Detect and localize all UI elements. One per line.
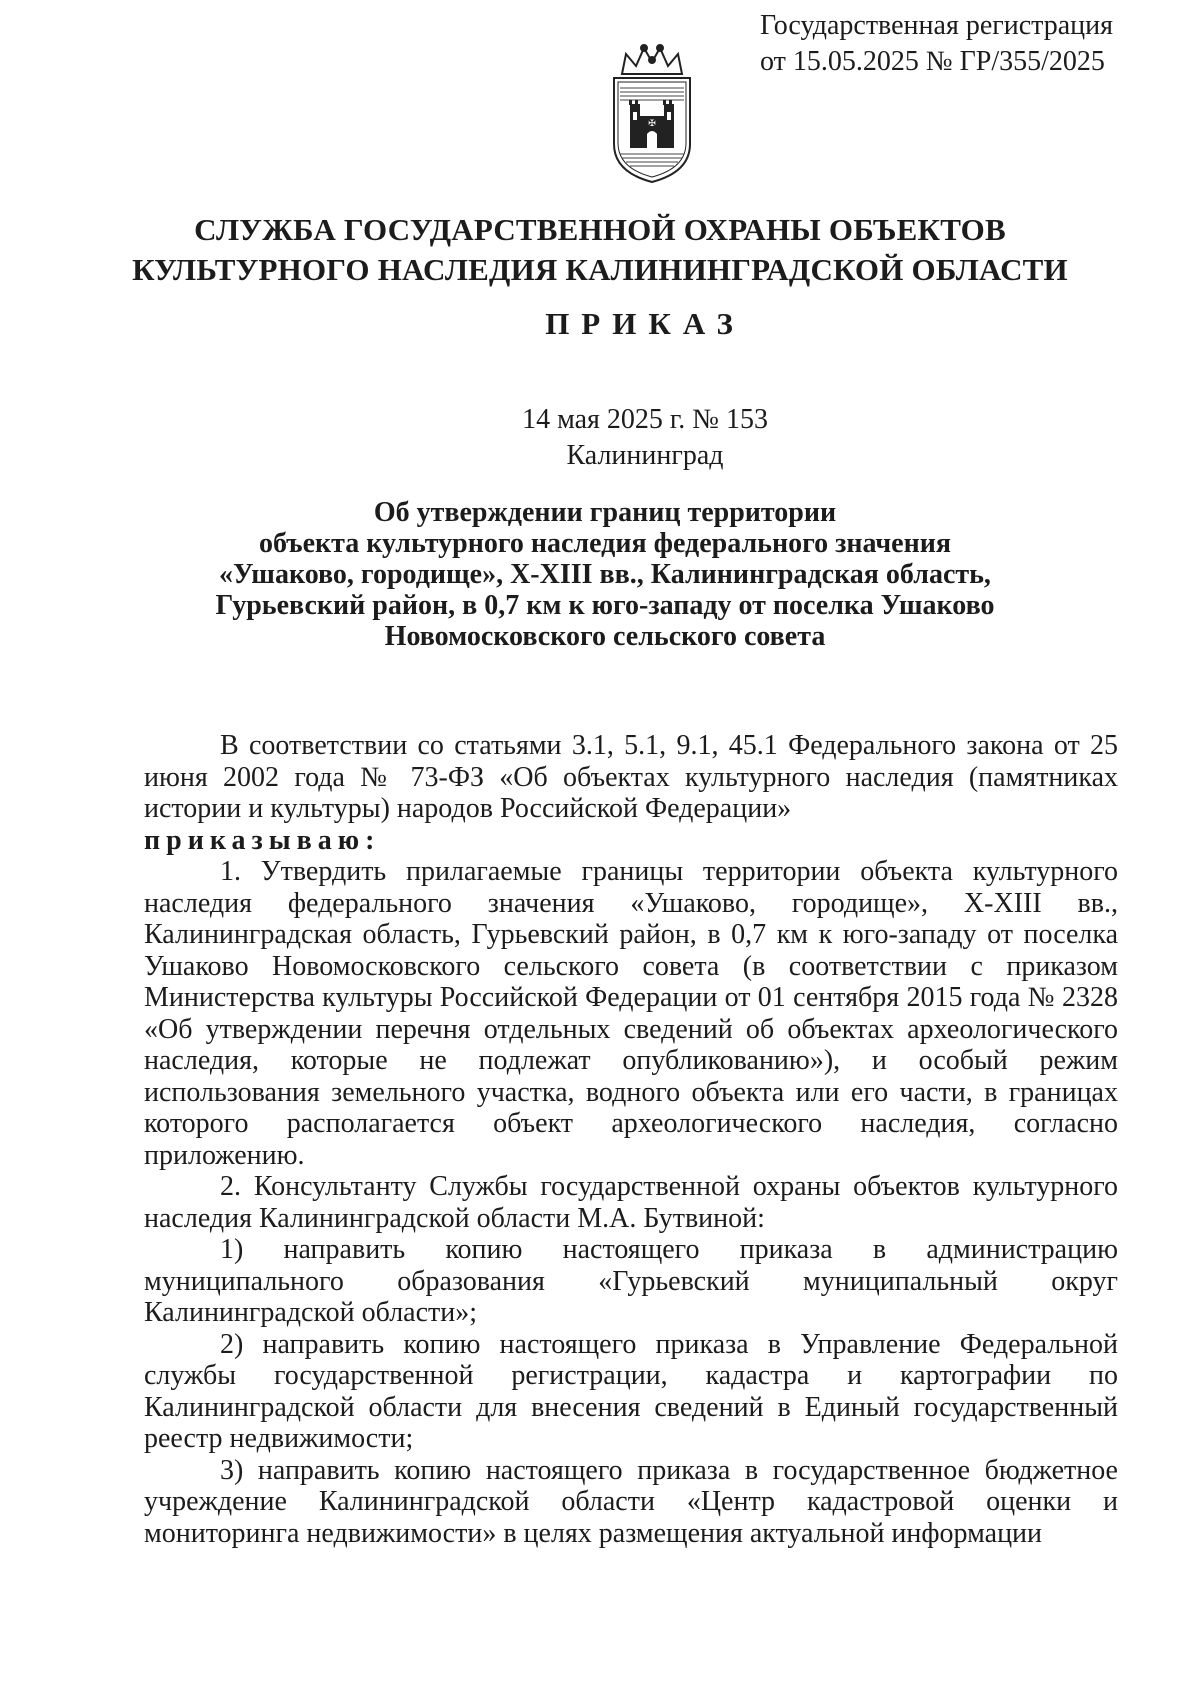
order-date-number: 14 мая 2025 г. № 153 [522,404,768,435]
order-body [144,730,1118,1549]
item-2-1-paragraph: 1) направить копию настоящего приказа в администрацию муниципального образования «Гурьевский муниципальный округ Калининградской области»; [144,1234,1118,1328]
item-2-3-paragraph: 3) направить копию настоящего приказа в государственное бюджетное учреждение Калининградской области «Центр кадастровой оценки и мониторинга недвижимости» в целях размещения актуальной информации [144,1454,1118,1549]
item-2-paragraph: 2. Консультанту Службы государственной охраны объектов культурного наследия Калининградской области М.А. Бутвиной: [144,1171,1118,1234]
organization-line-1: СЛУЖБА ГОСУДАРСТВЕННОЙ ОХРАНЫ ОБЪЕКТОВ [194,212,1006,247]
organization-name [0,210,1200,290]
kaliningrad-coat-of-arms-icon [596,44,708,186]
subject-line-1: Об утверждении границ территории [373,497,837,528]
order-word: приказываю: [144,824,381,856]
date-and-place [0,402,1200,474]
item-2-2-paragraph: 2) направить копию настоящего приказа в Управление Федеральной службы государственной регистрации, кадастра и картографии по Калининградской области для внесения сведений в Единый государственный реестр недвижимости; [144,1328,1118,1454]
order-directive [144,825,1118,857]
subject-line-5: Новомосковского сельского совета [384,621,826,652]
svg-text:✠: ✠ [648,119,656,129]
registration-line-1: Государственная регистрация [760,10,1113,41]
organization-line-2: КУЛЬТУРНОГО НАСЛЕДИЯ КАЛИНИНГРАДСКОЙ ОБЛАСТИ [132,252,1068,287]
registration-stamp [760,8,1113,80]
subject-line-2: объекта культурного наследия федерального значения [258,528,952,559]
item-1-paragraph: 1. Утвердить прилагаемые границы территории объекта культурного наследия федерального значения «Ушаково, городище», X-XIII вв., Калининградская область, Гурьевский район, в 0,7 км к юго-западу от поселка Ушаково Новомосковского сельского совета (в соответствии с приказом Министерства культуры Российской Федерации от 01 сентября 2015 года № 2328 «Об утверждении перечня отдельных сведений об объектах археологического наследия, которые не подлежат опубликованию»), и особый режим использования земельного участка, водного объекта или его части, в границах которого располагается объект археологического наследия, согласно приложению. [144,856,1118,1171]
subject-line-4: Гурьевский район, в 0,7 км к юго-западу от поселка Ушаково [215,590,995,621]
document-type: ПРИКАЗ [545,306,745,341]
order-city: Калининград [566,440,724,471]
subject-line-3: «Ушаково, городище», X-XIII вв., Калининградская область, [219,559,991,590]
preamble-paragraph: В соответствии со статьями 3.1, 5.1, 9.1, 45.1 Федерального закона от 25 июня 2002 года № 73-ФЗ «Об объектах культурного наследия (памятниках истории и культуры) народов Российской Федерации» [144,730,1118,824]
order-subject [0,497,1200,652]
registration-line-2: от 15.05.2025 № ГР/355/2025 [760,46,1105,77]
